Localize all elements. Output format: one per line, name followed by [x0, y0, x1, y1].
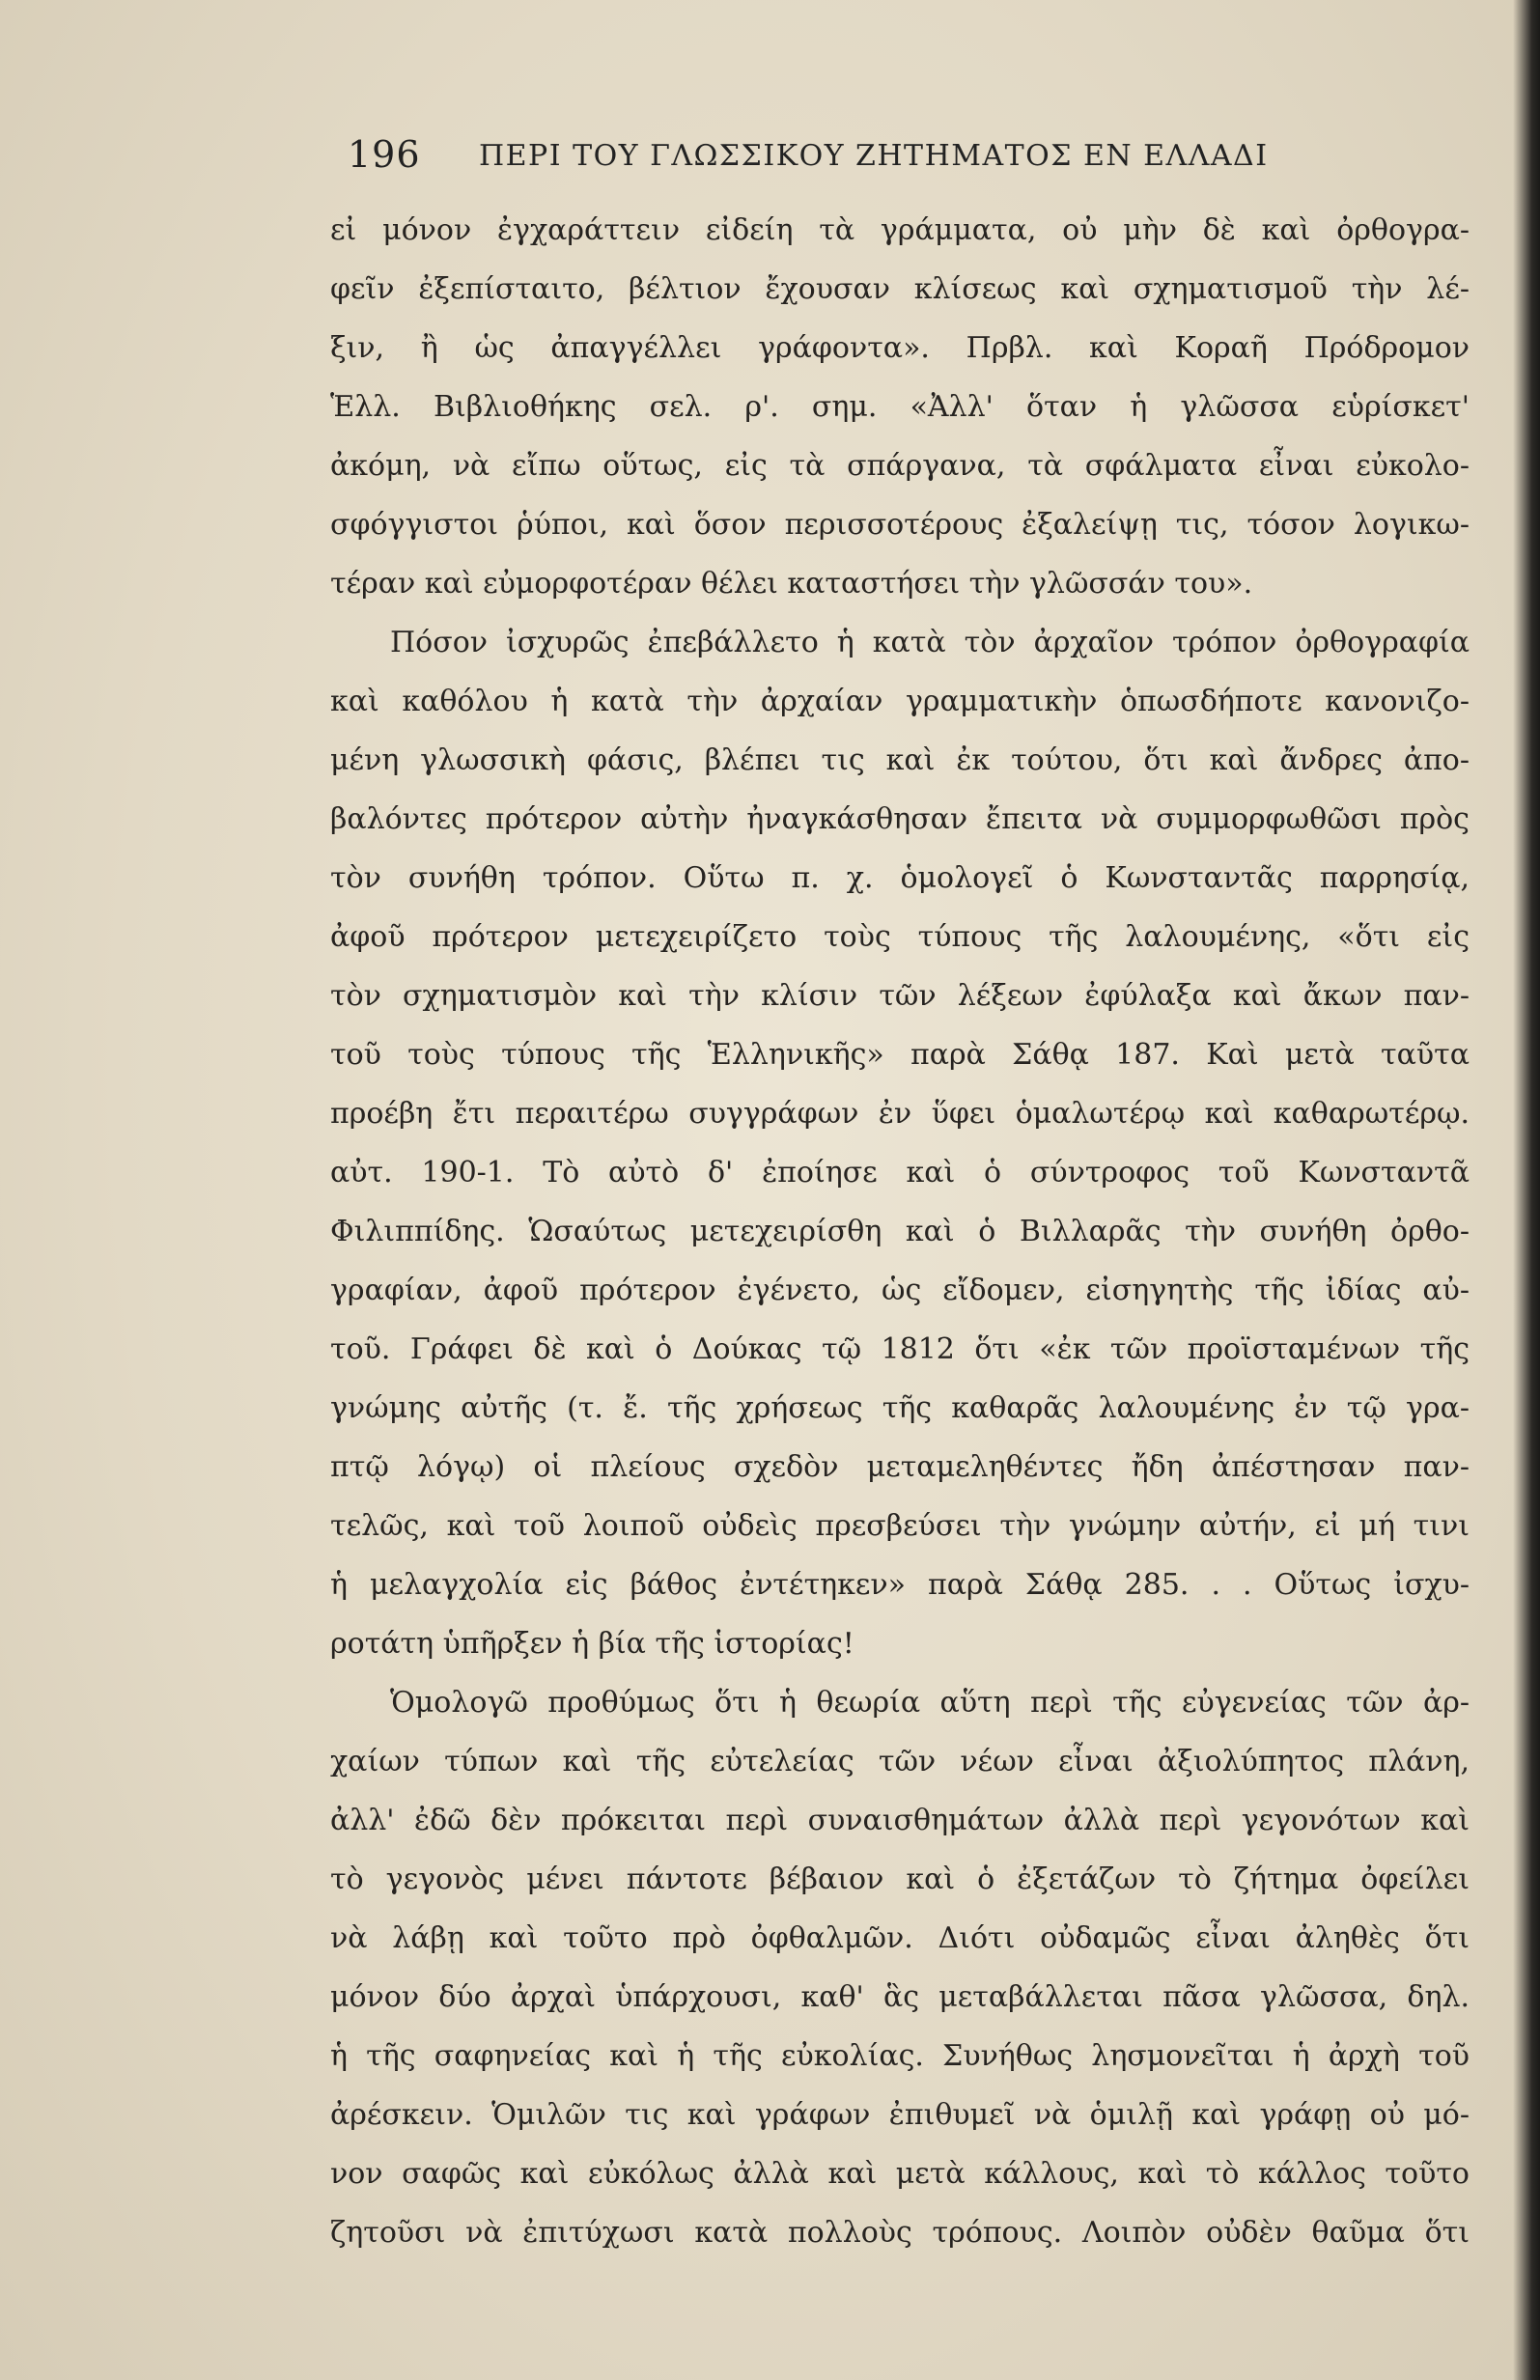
page-binding-edge	[1513, 0, 1540, 2380]
text-line: ἀρέσκειν. Ὁμιλῶν τις καὶ γράφων ἐπιθυμεῖ νὰ ὁμιλῇ καὶ γράφῃ οὐ μό-	[330, 2098, 1470, 2132]
text-line: τὸ γεγονὸς μένει πάντοτε βέβαιον καὶ ὁ ἐξετάζων τὸ ζήτημα ὀφείλει	[330, 1862, 1470, 1896]
text-line: φεῖν ἐξεπίσταιτο, βέλτιον ἔχουσαν κλίσεως καὶ σχηματισμοῦ τὴν λέ-	[330, 272, 1470, 306]
text-line: τὸν σχηματισμὸν καὶ τὴν κλίσιν τῶν λέξεων ἐφύλαξα καὶ ἄκων παν-	[330, 979, 1470, 1013]
text-line: Φιλιππίδης. Ὡσαύτως μετεχειρίσθη καὶ ὁ Βιλλαρᾶς τὴν συνήθη ὀρθο-	[330, 1215, 1470, 1248]
text-line: ζητοῦσι νὰ ἐπιτύχωσι κατὰ πολλοὺς τρόπους. Λοιπὸν οὐδὲν θαῦμα ὅτι	[330, 2216, 1470, 2250]
text-line: τοῦ τοὺς τύπους τῆς Ἑλληνικῆς» παρὰ Σάθᾳ 187. Καὶ μετὰ ταῦτα	[330, 1038, 1470, 1072]
text-line: μόνον δύο ἀρχαὶ ὑπάρχουσι, καθ' ἃς μεταβάλλεται πᾶσα γλῶσσα, δηλ.	[330, 1980, 1470, 2014]
text-line: Πόσον ἰσχυρῶς ἐπεβάλλετο ἡ κατὰ τὸν ἀρχαῖον τρόπον ὀρθογραφία	[390, 626, 1470, 659]
text-line: βαλόντες πρότερον αὐτὴν ἠναγκάσθησαν ἔπειτα νὰ συμμορφωθῶσι πρὸς	[330, 802, 1470, 836]
text-line: Ὁμολογῶ προθύμως ὅτι ἡ θεωρία αὕτη περὶ τῆς εὐγενείας τῶν ἀρ-	[390, 1686, 1470, 1720]
text-line: ξιν, ἢ ὡς ἀπαγγέλλει γράφοντα». Πρβλ. καὶ Κοραῆ Πρόδρομον	[330, 331, 1470, 365]
text-line: εἰ μόνον ἐγχαράττειν εἰδείη τὰ γράμματα, οὐ μὴν δὲ καὶ ὀρθογρα-	[330, 213, 1470, 247]
text-line: προέβη ἔτι περαιτέρω συγγράφων ἐν ὕφει ὁμαλωτέρῳ καὶ καθαρωτέρῳ.	[330, 1097, 1470, 1131]
text-line: ἡ μελαγχολία εἰς βάθος ἐντέτηκεν» παρὰ Σάθᾳ 285. . . Οὕτως ἰσχυ-	[330, 1568, 1470, 1602]
text-line: ἀλλ' ἐδῶ δὲν πρόκειται περὶ συναισθημάτων ἀλλὰ περὶ γεγονότων καὶ	[330, 1804, 1470, 1837]
text-line: ἡ τῆς σαφηνείας καὶ ἡ τῆς εὐκολίας. Συνήθως λησμονεῖται ἡ ἀρχὴ τοῦ	[330, 2039, 1470, 2073]
text-line: τελῶς, καὶ τοῦ λοιποῦ οὐδεὶς πρεσβεύσει τὴν γνώμην αὐτήν, εἰ μή τινι	[330, 1509, 1470, 1543]
running-head: ΠΕΡΙ ΤΟΥ ΓΛΩΣΣΙΚΟΥ ΖΗΤΗΜΑΤΟΣ ΕΝ ΕΛΛΑΔΙ	[479, 139, 1269, 173]
text-line: πτῷ λόγῳ) οἱ πλείους σχεδὸν μεταμεληθέντες ἤδη ἀπέστησαν παν-	[330, 1450, 1470, 1484]
page-header	[348, 133, 1332, 187]
text-line: νον σαφῶς καὶ εὐκόλως ἀλλὰ καὶ μετὰ κάλλους, καὶ τὸ κάλλος τοῦτο	[330, 2157, 1470, 2191]
text-line: τέραν καὶ εὐμορφοτέραν θέλει καταστήσει τὴν γλῶσσάν του».	[330, 567, 1253, 601]
text-line: γνώμης αὐτῆς (τ. ἔ. τῆς χρήσεως τῆς καθαρᾶς λαλουμένης ἐν τῷ γρα-	[330, 1391, 1470, 1425]
text-line: σφόγγιστοι ῥύποι, καὶ ὅσον περισσοτέρους ἐξαλείψῃ τις, τόσον λογικω-	[330, 508, 1470, 542]
text-line: χαίων τύπων καὶ τῆς εὐτελείας τῶν νέων εἶναι ἀξιολύπητος πλάνη,	[330, 1745, 1470, 1778]
body-text	[330, 201, 1470, 2262]
text-line: ροτάτη ὑπῆρξεν ἡ βία τῆς ἱστορίας!	[330, 1627, 854, 1661]
text-line: νὰ λάβῃ καὶ τοῦτο πρὸ ὀφθαλμῶν. Διότι οὐδαμῶς εἶναι ἀληθὲς ὅτι	[330, 1921, 1470, 1955]
text-line: μένη γλωσσικὴ φάσις, βλέπει τις καὶ ἐκ τούτου, ὅτι καὶ ἄνδρες ἀπο-	[330, 743, 1470, 777]
text-line: γραφίαν, ἀφοῦ πρότερον ἐγένετο, ὡς εἴδομεν, εἰσηγητὴς τῆς ἰδίας αὐ-	[330, 1274, 1470, 1307]
text-line: Ἑλλ. Βιβλιοθήκης σελ. ρ'. σημ. «Ἀλλ' ὅταν ἡ γλῶσσα εὑρίσκετ'	[330, 390, 1470, 424]
page-number: 196	[348, 133, 421, 176]
text-line: αὐτ. 190-1. Τὸ αὐτὸ δ' ἐποίησε καὶ ὁ σύντροφος τοῦ Κωνσταντᾶ	[330, 1156, 1470, 1190]
text-line: τοῦ. Γράφει δὲ καὶ ὁ Δούκας τῷ 1812 ὅτι «ἐκ τῶν προϊσταμένων τῆς	[330, 1332, 1470, 1366]
text-line: καὶ καθόλου ἡ κατὰ τὴν ἀρχαίαν γραμματικὴν ὁπωσδήποτε κανονιζο-	[330, 685, 1470, 718]
text-line: τὸν συνήθη τρόπον. Οὕτω π. χ. ὁμολογεῖ ὁ Κωνσταντᾶς παρρησίᾳ,	[330, 861, 1470, 895]
text-line: ἀκόμη, νὰ εἴπω οὕτως, εἰς τὰ σπάργανα, τὰ σφάλματα εἶναι εὐκολο-	[330, 449, 1470, 483]
text-line: ἀφοῦ πρότερον μετεχειρίζετο τοὺς τύπους τῆς λαλουμένης, «ὅτι εἰς	[330, 920, 1470, 954]
